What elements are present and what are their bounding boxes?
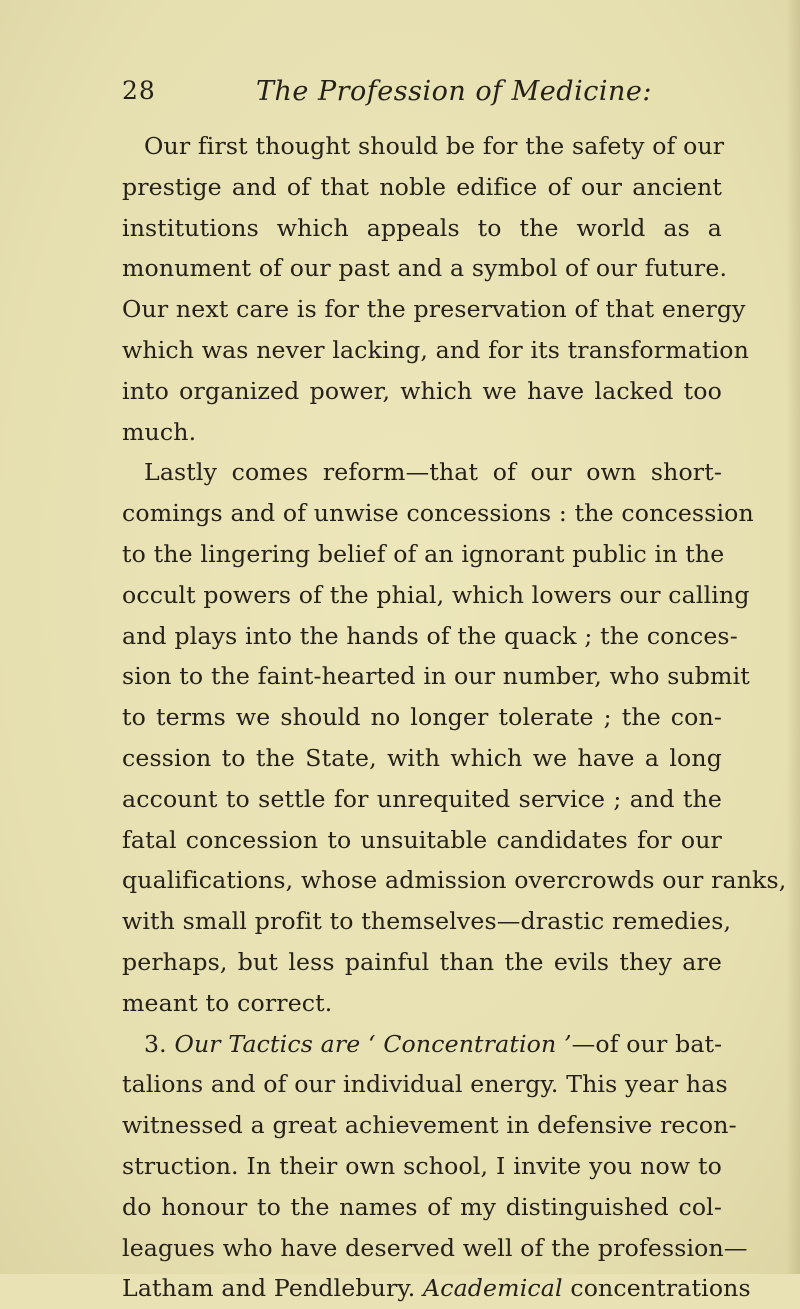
- text-line: witnessed a great achievement in defensive recon-: [122, 1111, 737, 1140]
- text-line: and plays into the hands of the quack ; the conces-: [122, 621, 738, 650]
- text-line: institutions which appeals to the world as a: [122, 213, 722, 242]
- running-head: [122, 76, 722, 116]
- section-heading-rest: —of our bat-: [571, 1029, 723, 1058]
- text-line: talions and of our individual energy. This year has: [122, 1070, 728, 1099]
- page-edge-shadow: [786, 0, 800, 1274]
- page-number: 28: [122, 76, 156, 105]
- text-line: much.: [122, 417, 197, 446]
- section-heading: Our Tactics are ‘ Concentration ’: [174, 1029, 572, 1058]
- text-line: perhaps, but less painful than the evils they are: [122, 947, 722, 976]
- text-line: sion to the faint-hearted in our number, who submit: [122, 662, 750, 691]
- text-line: to terms we should no longer tolerate ; the con-: [122, 703, 722, 732]
- text-line: into organized power, which we have lacked too: [122, 376, 722, 405]
- text-tail: concentrations: [570, 1274, 751, 1303]
- section-number: 3.: [144, 1029, 167, 1058]
- text-line: qualifications, whose admission overcrowds our ranks,: [122, 866, 787, 895]
- text-line: comings and of unwise concessions : the concession: [122, 499, 754, 528]
- text-line: with small profit to themselves—drastic remedies,: [122, 907, 732, 936]
- body-text: [122, 126, 787, 1309]
- text-line: fatal concession to unsuitable candidates for our: [122, 825, 722, 854]
- text-line: meant to correct.: [122, 988, 333, 1017]
- text-line: occult powers of the phial, which lowers our calling: [122, 580, 750, 609]
- text-line: do honour to the names of my distinguished col-: [122, 1192, 722, 1221]
- text-line: which was never lacking, and for its transformation: [122, 335, 749, 364]
- text-line: prestige and of that noble edifice of our ancient: [122, 172, 722, 201]
- text-line: account to settle for unrequited service ; and the: [122, 784, 722, 813]
- text-line: Lastly comes reform—that of our own short-: [144, 458, 722, 487]
- text-line: leagues who have deserved well of the profession—: [122, 1233, 748, 1262]
- running-title: The Profession of Medicine:: [256, 76, 652, 107]
- text-lead: Latham and Pendlebury.: [122, 1274, 416, 1303]
- text-line: Our first thought should be for the safety of our: [144, 132, 725, 160]
- section-heading-line: [122, 1024, 722, 1065]
- italic-word: Academical: [423, 1274, 563, 1303]
- text-line-final: [122, 1268, 751, 1309]
- text-line: monument of our past and a symbol of our future.: [122, 254, 728, 283]
- text-line: struction. In their own school, I invite you now to: [122, 1151, 722, 1180]
- text-line: cession to the State, with which we have a long: [122, 743, 722, 772]
- text-line: Our next care is for the preservation of that energy: [122, 295, 746, 324]
- text-line: to the lingering belief of an ignorant public in the: [122, 539, 725, 568]
